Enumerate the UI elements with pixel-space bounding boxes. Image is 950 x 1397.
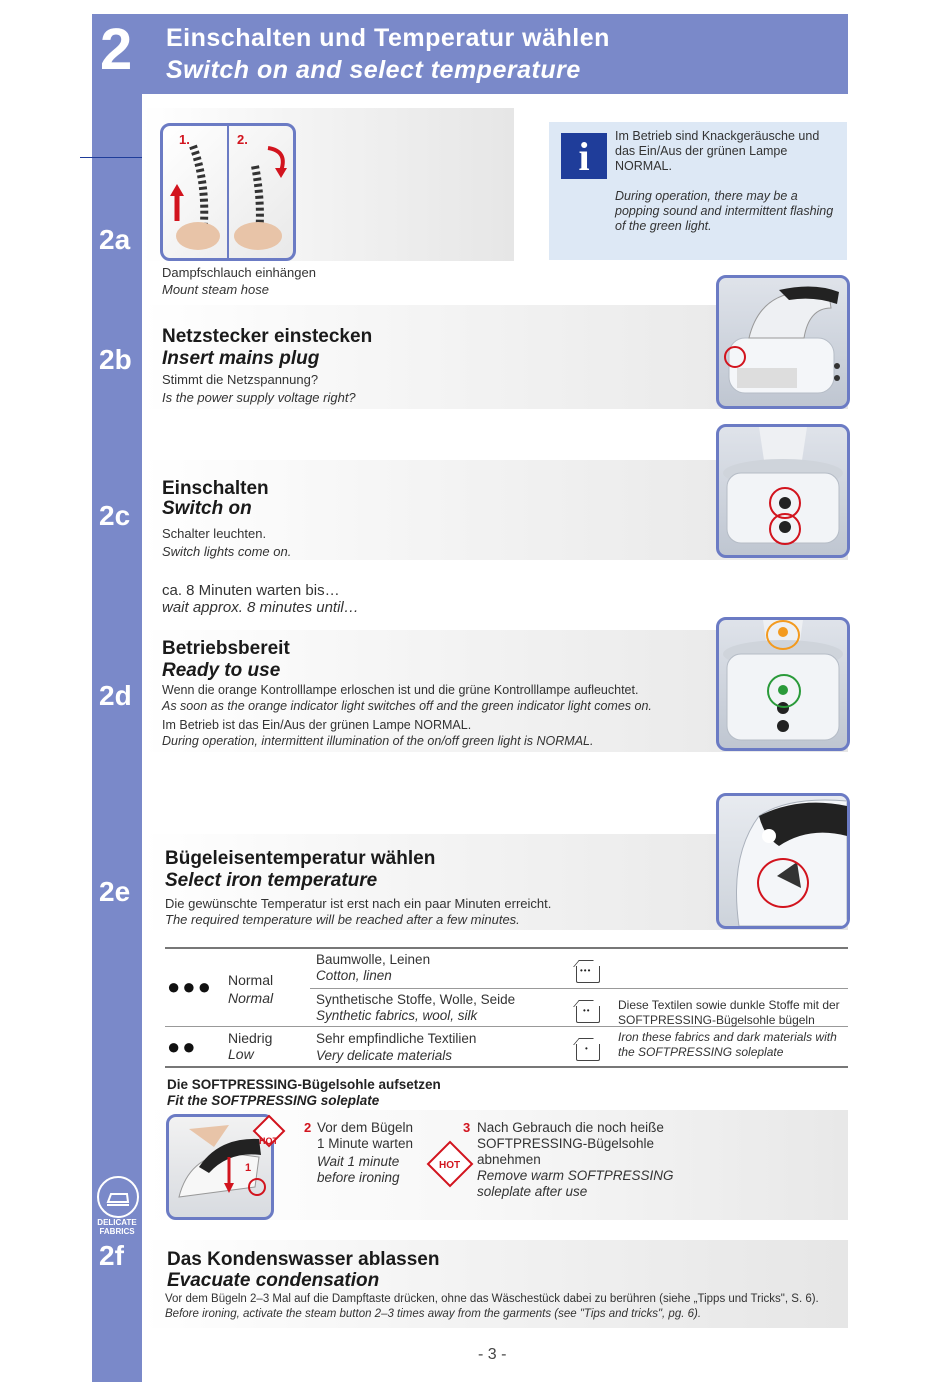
softpressing-note-en: Iron these fabrics and dark materials with the SOFTPRESSING soleplate [618,1030,837,1059]
table-bottom-rule [165,1066,848,1068]
step-2f-title-de: Das Kondenswasser ablassen [167,1249,440,1270]
step-3-en-2: soleplate after use [477,1184,588,1199]
step-2f-label: 2f [99,1240,124,1271]
step-2a-desc-en: Mount steam hose [162,282,269,297]
step-2a-desc-de: Dampfschlauch einhängen [162,265,316,280]
softpressing-note-de: Diese Textilen sowie dunkle Stoffe mit der SOFTPRESSING-Bügelsohle bügeln [618,998,840,1027]
step-2d-title-en: Ready to use [162,660,281,681]
step-2b-label: 2b [99,344,132,375]
step-2f-title-en: Evacuate condensation [167,1270,380,1291]
panel-1-number: 1. [179,132,190,147]
section-title-de: Einschalten und Temperatur wählen [166,24,610,52]
info-text-en: During operation, there may be a popping sound and intermittent flashing of the green light. [615,189,834,233]
step-3-de-1: Nach Gebrauch die noch heiße [477,1120,664,1135]
section-title-en: Switch on and select temperature [166,56,581,84]
socket-highlight-ring [724,346,746,368]
fabric-delicate-en: Very delicate materials [316,1048,453,1063]
row-normal-level-en: Normal [228,990,274,1006]
step-2a-photo [160,123,296,261]
green-light-ring [767,674,801,708]
section-number: 2 [100,17,133,82]
step-2b-desc-en: Is the power supply voltage right? [162,390,356,405]
delicate-fabrics-label: DELICATE FABRICS [97,1218,137,1236]
step-2-de-2: 1 Minute warten [317,1136,414,1151]
step-2d-desc1-en: As soon as the orange indicator light switches off and the green indicator light comes on. [162,699,652,713]
step-2b-title-en: Insert mains plug [162,348,320,369]
step-2c-title-de: Einschalten [162,478,269,499]
iron-two-dot-icon: •• [576,1006,600,1023]
iron-three-dot-icon: ••• [576,966,600,983]
step-2b-desc-de: Stimmt die Netzspannung? [162,372,319,387]
softpressing-title-en: Fit the SOFTPRESSING soleplate [167,1093,380,1108]
step-1-number: 1 [245,1162,252,1174]
step-2d-desc2-en: During operation, intermittent illumination of the on/off green light is NORMAL. [162,734,594,748]
step-2d-label: 2d [99,680,132,711]
step-2c-photo [716,424,850,558]
step-2b-photo [716,275,850,409]
step-2-de-1: Vor dem Bügeln [317,1120,414,1135]
step-2a-label: 2a [99,224,131,255]
info-text-de: Im Betrieb sind Knackgeräusche und das Ein/Aus der grünen Lampe NORMAL. [615,129,820,173]
step-2e-title-de: Bügeleisentemperatur wählen [165,848,436,869]
step-3-de-2: SOFTPRESSING-Bügelsohle [477,1136,655,1151]
step-2b-title-de: Netzstecker einstecken [162,326,373,347]
temperature-dial-ring [757,858,809,908]
step-2e-desc-en: The required temperature will be reached after a few minutes. [165,912,520,927]
step-2d-photo [716,617,850,751]
step-3-number: 3 [463,1120,471,1135]
step-2c-desc-en: Switch lights come on. [162,544,292,559]
row-low-level-en: Low [228,1046,254,1062]
page-number: - 3 - [478,1346,507,1363]
softpressing-title-de: Die SOFTPRESSING-Bügelsohle aufsetzen [167,1077,441,1092]
row-low-level-de: Niedrig [228,1030,273,1046]
step-2e-title-en: Select iron temperature [165,870,378,891]
switch-2-ring [769,513,801,545]
fabric-cotton-en: Cotton, linen [316,968,392,983]
fabric-synthetic-en: Synthetic fabrics, wool, silk [316,1008,478,1023]
step-2d-desc2-de: Im Betrieb ist das Ein/Aus der grünen Lampe NORMAL. [162,718,472,732]
step-2e-photo [716,793,850,929]
step-2c-title-en: Switch on [162,498,252,519]
hot-label-2: HOT [439,1160,461,1171]
row-divider-1 [310,988,848,989]
table-top-rule [165,947,848,949]
step-2e-desc-de: Die gewünschte Temperatur ist erst nach ein paar Minuten erreicht. [165,896,552,911]
steam-station-illustration [719,278,847,406]
row-low-dots: ●● [167,1034,198,1059]
step-2c-label: 2c [99,500,131,531]
step-2f-desc-de: Vor dem Bügeln 2–3 Mal auf die Dampftaste drücken, ohne das Wäschestück dabei zu berühren (siehe „Tipps und Tricks", S. 6). [165,1293,819,1305]
hose-hook-illustration [163,126,293,258]
step-2f-desc-en: Before ironing, activate the steam button 2–3 times away from the garments (see "Tips and tricks", pg. 6). [165,1308,702,1320]
hot-label-1: HOT [259,1136,278,1146]
orange-light-ring [766,620,800,650]
info-icon: i [561,133,607,179]
fabric-synthetic-de: Synthetische Stoffe, Wolle, Seide [316,992,516,1007]
fabric-cotton-de: Baumwolle, Leinen [316,952,431,967]
delicate-fabrics-icon [97,1176,139,1218]
step-2d-wait-de: ca. 8 Minuten warten bis… [162,582,340,599]
step-2-en-1: Wait 1 minute [317,1154,400,1169]
step-3-en-1: Remove warm SOFTPRESSING [477,1168,674,1183]
panel-2-number: 2. [237,132,248,147]
row-normal-level-de: Normal [228,972,274,988]
step-2-number: 2 [304,1120,312,1135]
step-2c-desc-de: Schalter leuchten. [162,526,267,541]
step-2e-label: 2e [99,876,131,907]
step-2d-desc1-de: Wenn die orange Kontrolllampe erloschen ist und die grüne Kontrolllampe aufleuchtet. [162,683,639,697]
step-3-de-3: abnehmen [477,1152,541,1167]
step-2d-title-de: Betriebsbereit [162,638,290,659]
iron-one-dot-icon: • [576,1044,600,1061]
step-2-en-2: before ironing [317,1170,400,1185]
step-2d-wait-en: wait approx. 8 minutes until… [162,599,359,616]
row-normal-dots: ●●● [167,974,213,999]
fabric-delicate-de: Sehr empfindliche Textilien [316,1031,477,1046]
